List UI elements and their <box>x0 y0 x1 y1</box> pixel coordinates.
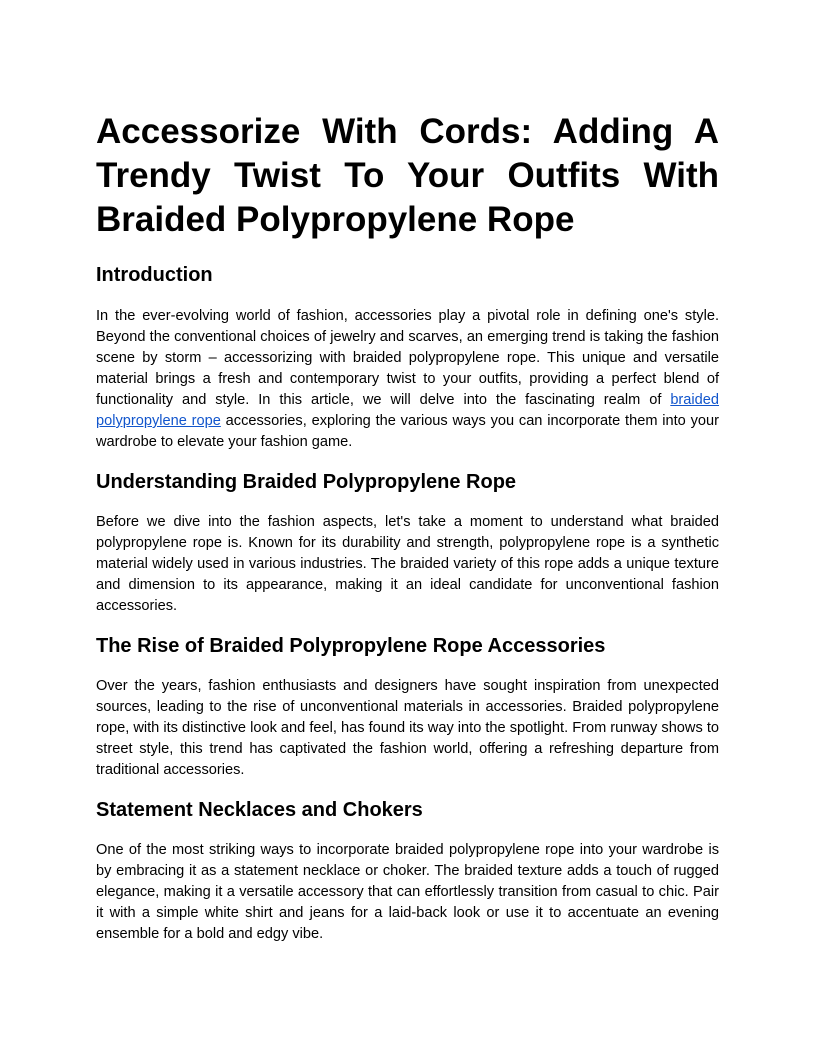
section-heading-understanding: Understanding Braided Polypropylene Rope <box>96 471 517 493</box>
section-heading-rise: The Rise of Braided Polypropylene Rope Accessories <box>96 635 606 657</box>
section-body-necklaces: One of the most striking ways to incorporate braided polypropylene rope into your wardrobe is by embracing it as a statement necklace or choker. The braided texture adds a touch of rugged elegance, making it a versatile accessory that can effortlessly transition from casual to chic. Pair it with a simple white shirt and jeans for a laid-back look or use it to accentuate an evening ensemble for a bold and edgy vibe. <box>96 842 719 942</box>
section-body-rise: Over the years, fashion enthusiasts and designers have sought inspiration from unexpected sources, leading to the rise of unconventional materials in accessories. Braided polypropylene rope, with its distinctive look and feel, has found its way into the spotlight. From runway shows to street style, this trend has captivated the fashion world, offering a refreshing departure from traditional accessories. <box>96 678 719 778</box>
section-body-understanding: Before we dive into the fashion aspects, let's take a moment to understand what braided polypropylene rope is. Known for its durability and strength, polypropylene rope is a synthetic material widely used in various industries. The braided variety of this rope adds a unique texture and dimension to its appearance, making it an ideal candidate for unconventional fashion accessories. <box>96 514 719 614</box>
section-heading-introduction: Introduction <box>96 264 213 286</box>
document-page <box>96 110 719 945</box>
braided-polypropylene-rope-link[interactable]: braided polypropylene rope <box>96 392 719 429</box>
section-heading-necklaces: Statement Necklaces and Chokers <box>96 799 423 821</box>
intro-text-before-link: In the ever-evolving world of fashion, accessories play a pivotal role in defining one's style. Beyond the conventional choices of jewelry and scarves, an emerging trend is taking the fashion scene by storm – accessorizing with braided polypropylene rope. This unique and versatile material brings a fresh and contemporary twist to your outfits, providing a perfect blend of functionality and style. In this article, we will delve into the fascinating realm of <box>96 308 719 408</box>
section-body-introduction <box>96 306 719 453</box>
intro-text-after-link: accessories, exploring the various ways you can incorporate them into your wardrobe to elevate your fashion game. <box>96 413 719 450</box>
document-title: Accessorize With Cords: Adding A Trendy Twist To Your Outfits With Braided Polypropylene Rope <box>96 112 719 239</box>
